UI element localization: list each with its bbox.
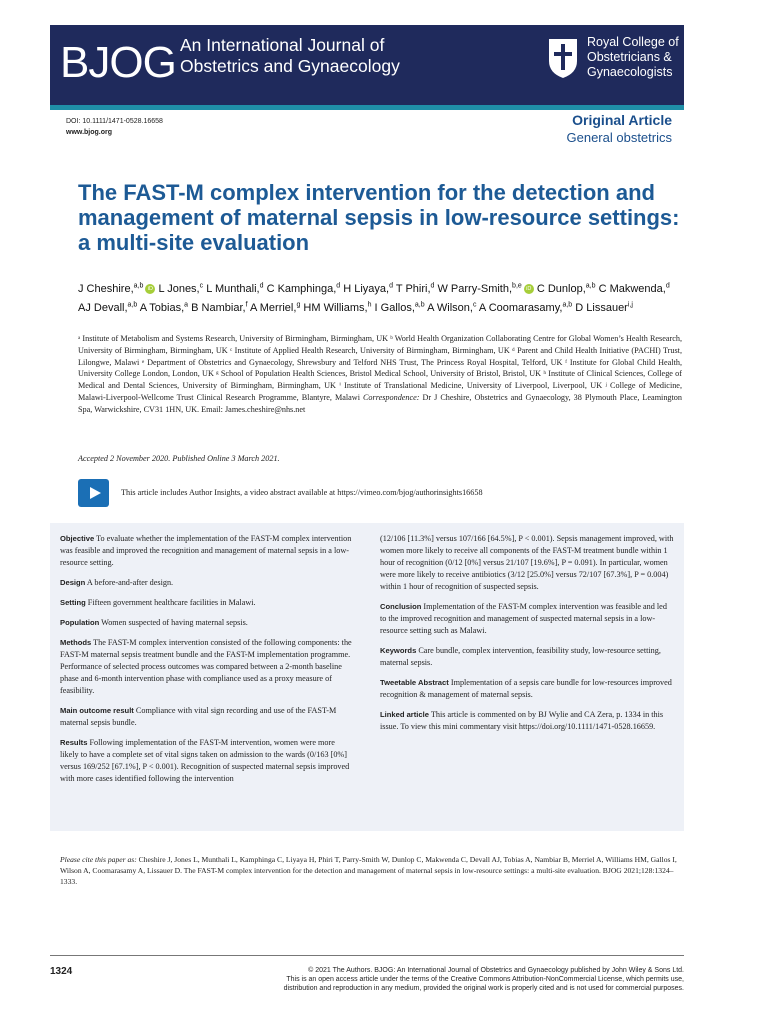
abstract-paragraph: Tweetable Abstract Implementation of a sepsis care bundle for low-resources improved recognition & management of maternal sepsis. — [380, 678, 672, 699]
abstract-paragraph: Main outcome result Compliance with vital sign recording and use of the FAST-M maternal sepsis bundle. — [60, 706, 337, 727]
footer-divider — [50, 955, 684, 956]
correspondence-text: Dr J Cheshire, Obstetrics and Gynaecology, 38 Plymouth Place, Leamington Spa, Warwickshire, CV31 1HN, UK. Email: James.cheshire@nhs.net — [78, 392, 682, 414]
author-name: L Jones,$^c$ — [158, 282, 204, 295]
abstract-paragraph: Population Women suspected of having maternal sepsis. — [60, 618, 248, 627]
author-name: T Phiri,$^d$ — [395, 282, 435, 295]
page-number: 1324 — [50, 966, 73, 977]
author-name: A Merriel,$^g$ — [249, 301, 301, 314]
rcog-name-line2: Obstetricians & — [587, 50, 672, 64]
doi-text[interactable]: DOI: 10.1111/1471-0528.16658 — [66, 118, 163, 125]
journal-name-line2: Obstetrics and Gynaecology — [180, 56, 400, 76]
license-line-3: distribution and reproduction in any medium, provided the original work is properly cited and is not used for commercial purposes. — [283, 985, 684, 992]
abstract-paragraph: Objective To evaluate whether the implementation of the FAST-M complex intervention was feasible and improved the recognition and management of maternal sepsis in a low-resource setting. — [60, 534, 352, 567]
rcog-name — [587, 35, 679, 80]
author-insights-text: This article includes Author Insights, a video abstract available at https://vimeo.com/bjog/authorinsights16658 — [121, 488, 483, 497]
article-section: General obstetrics — [566, 130, 672, 145]
article-title: The FAST-M complex intervention for the detection and management of maternal sepsis in low-resource settings: a multi-site evaluation — [78, 180, 680, 255]
abstract-left-column — [60, 533, 354, 793]
author-name: C Kamphinga,$^d$ — [266, 282, 341, 295]
license-line-1: © 2021 The Authors. BJOG: An International Journal of Obstetrics and Gynaecology published by John Wiley & Sons Ltd. — [308, 967, 684, 974]
author-name: W Parry-Smith,$^{b,e}$ iD — [437, 283, 533, 295]
website-link[interactable]: www.bjog.org — [66, 129, 113, 136]
accepted-date: Accepted 2 November 2020. Published Online 3 March 2021. — [78, 454, 280, 463]
rcog-name-line1: Royal College of — [587, 35, 679, 49]
abstract-paragraph: Conclusion Implementation of the FAST-M complex intervention was feasible and led to the improved recognition and management of suspected maternal sepsis in a low-resource setting such as Malawi. — [380, 602, 667, 635]
doi-block — [66, 116, 163, 138]
author-name: J Cheshire,$^{a,b}$ iD — [78, 283, 155, 295]
orcid-icon[interactable]: iD — [524, 284, 534, 294]
play-video-icon[interactable] — [78, 479, 109, 507]
author-name: AJ Devall,$^{a,b}$ — [78, 301, 138, 314]
abstract-paragraph: Methods The FAST-M complex intervention consisted of the following components: the FAST-M maternal sepsis treatment bundle and the FAST-M implementation programme. Performance of selected process outcomes was compared between a 2-month baseline phase and 6-month intervention phase with compliance used as a proxy measure of feasibility. — [60, 638, 352, 695]
author-name: C Dunlop,$^{a,b}$ — [536, 282, 596, 295]
article-type-block — [567, 111, 673, 147]
article-type: Original Article — [572, 112, 672, 128]
orcid-icon[interactable]: iD — [145, 284, 155, 294]
abstract-paragraph: Results Following implementation of the FAST-M intervention, women were more likely to have a complete set of vital signs taken on admission to the wards (0/163 [0%] versus 169/252 [67.1%], P < 0.001). Recognition of suspected maternal sepsis improved with more cases identified following the intervention — [60, 738, 350, 783]
abstract-paragraph: (12/106 [11.3%] versus 107/166 [64.5%], P < 0.001). Sepsis management improved, with women more likely to receive all components of the FAST-M treatment bundle within 1 hour of recognition (0/12 [0%] versus 21/107 [19.6%], P = 0.091). In particular, women were more likely to receive antibiotics (3/12 [25.0%] versus 72/107 [67.3%], P = 0.004) within 1 hour of recognition of suspected sepsis. — [380, 534, 674, 591]
author-name: D Lissauer$^{i,j}$ — [575, 301, 633, 314]
abstract-paragraph: Design A before-and-after design. — [60, 578, 174, 587]
abstract-paragraph: Linked article This article is commented on by BJ Wylie and CA Zera, p. 1334 in this issue. To view this mini commentary visit https://doi.org/10.1111/1471-0528.16659. — [380, 710, 664, 731]
rcog-crest-icon — [547, 37, 579, 79]
author-name: A Coomarasamy,$^{a,b}$ — [478, 301, 573, 314]
structured-abstract — [50, 523, 684, 831]
author-name: A Tobias,$^a$ — [139, 301, 189, 314]
author-name: L Munthali,$^d$ — [206, 282, 264, 295]
author-name: A Wilson,$^c$ — [427, 301, 477, 314]
author-name: C Makwenda,$^d$ — [598, 282, 670, 295]
author-name: HM Williams,$^h$ — [303, 301, 372, 314]
author-name: B Nambiar,$^f$ — [191, 301, 248, 314]
correspondence-label: Correspondence: — [362, 392, 420, 402]
affiliations-text: ᵃ Institute of Metabolism and Systems Research, University of Birmingham, Birmingham, UK ᵇ World Health Organization Collaborating Centre for Global Women’s Health Research, University of Birmingham, Birmingham, UK ᶜ Institute of Applied Health Research, University of Birmingham, Birmingham, UK ᵈ Parent and Child Health Initiative (PACHI) Trust, Lilongwe, Malawi ᵉ Department of Obstetrics and Gynaecology, Shrewsbury and Telford NHS Trust, The Princess Royal Hospital, Telford, UK ᶠ Institute for Global Child Health, University College London, London, UK ᵍ School of Population Health Sciences, Bristol Medical School, University of Bristol, Bristol, UK ʰ Institute of Clinical Sciences, College of Medical and Dental Sciences, University of Birmingham, Birmingham, UK ⁱ Institute of Translational Medicine, University of Liverpool, Liverpool, UK ʲ College of Medicine, Malawi-Liverpool-Wellcome Trust Clinical Research Programme, Blantyre, Malawi — [78, 334, 682, 402]
author-list — [78, 278, 678, 316]
journal-banner — [50, 25, 684, 105]
abstract-right-column — [380, 533, 675, 741]
license-line-2: This is an open access article under the terms of the Creative Commons Attribution-NonCommercial License, which permits use, — [286, 976, 684, 983]
license-footer — [124, 966, 684, 993]
author-name: H Liyaya,$^d$ — [343, 282, 394, 295]
author-name: I Gallos,$^{a,b}$ — [374, 301, 425, 314]
journal-name — [180, 35, 400, 77]
journal-name-line1: An International Journal of — [180, 35, 385, 55]
journal-logo: BJOG — [60, 38, 176, 87]
citation-label: Please cite this paper as: — [60, 855, 137, 864]
affiliations — [78, 333, 682, 416]
rcog-name-line3: Gynaecologists — [587, 65, 673, 79]
accent-bar — [50, 105, 684, 110]
citation-text: Cheshire J, Jones L, Munthali L, Kamphinga C, Liyaya H, Phiri T, Parry-Smith W, Dunlop C, Makwenda C, Devall AJ, Tobias A, Nambiar B, Merriel A, Williams HM, Gallos I, Wilson A, Coomarasamy A, Lissauer D. The FAST-M complex intervention for the detection and management of maternal sepsis in low-resource settings: a multi-site evaluation. BJOG 2021;128:1324–1333. — [60, 855, 677, 886]
citation — [60, 854, 680, 887]
abstract-paragraph: Keywords Care bundle, complex intervention, feasibility study, low-resource setting, maternal sepsis. — [380, 646, 661, 667]
abstract-paragraph: Setting Fifteen government healthcare facilities in Malawi. — [60, 598, 256, 607]
